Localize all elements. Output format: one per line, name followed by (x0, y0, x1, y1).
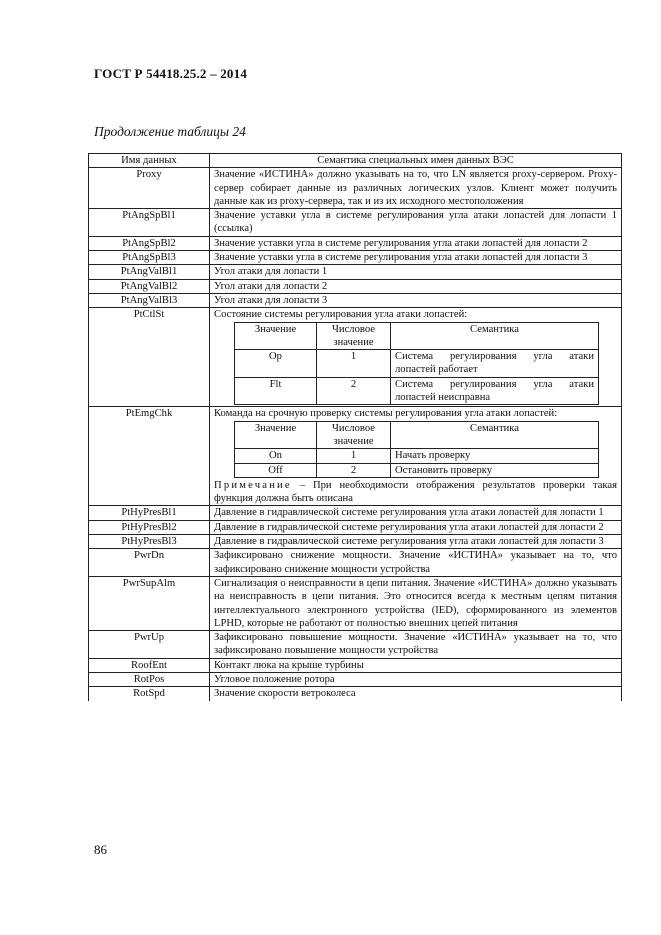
data-name-cell: PtAngSpBl1 (89, 209, 210, 237)
column-header-semantics: Семантика специальных имен данных ВЭС (210, 154, 622, 168)
subtable-row (235, 463, 599, 477)
enum-subtable (234, 421, 599, 478)
data-table (88, 153, 622, 701)
page-number: 86 (94, 842, 107, 857)
semantics-cell: Значение уставки угла в системе регулирования угла атаки лопастей для лопасти 3 (210, 251, 622, 265)
subtable-header: Семантика (391, 421, 599, 449)
subtable-header: Числовое значение (317, 421, 391, 449)
semantics-cell: Значение уставки угла в системе регулирования угла атаки лопастей для лопасти 2 (210, 236, 622, 250)
semantics-cell: Зафиксировано снижение мощности. Значение «ИСТИНА» указывает на то, что зафиксировано снижение мощности устройства (210, 549, 622, 577)
semantics-cell: Давление в гидравлической системе регулирования угла атаки лопастей для лопасти 3 (210, 535, 622, 549)
data-name-cell: RotPos (89, 672, 210, 686)
table-row (89, 631, 622, 659)
semantics-cell: Угол атаки для лопасти 3 (210, 293, 622, 307)
table-row (89, 279, 622, 293)
semantics-cell: Угол атаки для лопасти 2 (210, 279, 622, 293)
data-name-cell: RoofEnt (89, 658, 210, 672)
data-name-cell: Proxy (89, 168, 210, 209)
semantics-cell: Значение уставки угла в системе регулирования угла атаки лопастей для лопасти 1 (ссылка) (210, 209, 622, 237)
table-row (89, 209, 622, 237)
note (214, 479, 617, 506)
enum-semantics: Начать проверку (391, 449, 599, 463)
column-header-name: Имя данных (89, 154, 210, 168)
data-name-cell: PtHyPresBl2 (89, 520, 210, 534)
data-name-cell: PwrDn (89, 549, 210, 577)
table-row (89, 687, 622, 701)
subtable-header-row (235, 421, 599, 449)
data-name-cell: PwrUp (89, 631, 210, 659)
table-row (89, 506, 622, 520)
subtable-row (235, 350, 599, 378)
table-row (89, 265, 622, 279)
data-name-cell: PwrSupAlm (89, 576, 210, 630)
standard-header: ГОСТ Р 54418.25.2 – 2014 (94, 66, 248, 81)
semantics-cell: Значение скорости ветроколеса (210, 687, 622, 701)
enum-value: On (235, 449, 317, 463)
subtable-row (235, 449, 599, 463)
table-row (89, 549, 622, 577)
enum-value: Flt (235, 377, 317, 405)
semantics-cell: Значение «ИСТИНА» должно указывать на то, что LN является proxy-сервером. Proxy-сервер собирает данные из различных логических узлов. Клиент может получить данные как из proxy-сервера, так и из их исходного местоположения (210, 168, 622, 209)
semantics-text: Команда на срочную проверку системы регулирования угла атаки лопастей: (214, 408, 558, 420)
semantics-cell: Зафиксировано повышение мощности. Значение «ИСТИНА» указывает на то, что зафиксировано повышение мощности устройства (210, 631, 622, 659)
subtable-header-row (235, 322, 599, 350)
enum-semantics: Система регулирования угла атаки лопастей работает (391, 350, 599, 378)
data-name-cell: PtEmgChk (89, 407, 210, 506)
enum-semantics: Остановить проверку (391, 463, 599, 477)
note-label: Примечание (214, 479, 292, 491)
table-row-ptctlst (89, 308, 622, 407)
note-text: – При необходимости отображения результатов проверки такая функция должна быть описана (214, 479, 617, 505)
semantics-cell: Давление в гидравлической системе регулирования угла атаки лопастей для лопасти 2 (210, 520, 622, 534)
semantics-text: Состояние системы регулирования угла атаки лопастей: (214, 309, 468, 321)
enum-number: 1 (317, 350, 391, 378)
table-row (89, 251, 622, 265)
enum-value: Op (235, 350, 317, 378)
semantics-cell: Давление в гидравлической системе регулирования угла атаки лопастей для лопасти 1 (210, 506, 622, 520)
enum-number: 2 (317, 377, 391, 405)
table-row (89, 236, 622, 250)
semantics-cell (210, 407, 622, 506)
data-name-cell: PtHyPresBl3 (89, 535, 210, 549)
enum-number: 1 (317, 449, 391, 463)
table-row (89, 658, 622, 672)
table-caption: Продолжение таблицы 24 (94, 124, 246, 139)
subtable-header: Числовое значение (317, 322, 391, 350)
enum-number: 2 (317, 463, 391, 477)
data-name-cell: PtAngSpBl3 (89, 251, 210, 265)
data-name-cell: PtAngValBl1 (89, 265, 210, 279)
subtable-header: Значение (235, 322, 317, 350)
table-row (89, 535, 622, 549)
data-name-cell: PtAngSpBl2 (89, 236, 210, 250)
table-row (89, 520, 622, 534)
semantics-cell (210, 308, 622, 407)
subtable-header: Значение (235, 421, 317, 449)
subtable-row (235, 377, 599, 405)
semantics-cell: Угловое положение ротора (210, 672, 622, 686)
table-row-ptemgchk (89, 407, 622, 506)
semantics-cell: Сигнализация о неисправности в цепи питания. Значение «ИСТИНА» должно указывать на неисправность в цепи питания. Это относится всегда к местным цепям питания интеллектуального электронного устройства (IED), сформированного из элементов LPHD, которые не работают от полностью внешних цепей питания (210, 576, 622, 630)
table-row (89, 168, 622, 209)
data-name-cell: PtAngValBl2 (89, 279, 210, 293)
data-name-cell: PtHyPresBl1 (89, 506, 210, 520)
table-row (89, 576, 622, 630)
enum-value: Off (235, 463, 317, 477)
semantics-cell: Контакт люка на крыше турбины (210, 658, 622, 672)
subtable-header: Семантика (391, 322, 599, 350)
data-name-cell: RotSpd (89, 687, 210, 701)
table-header-row (89, 154, 622, 168)
enum-semantics: Система регулирования угла атаки лопастей неисправна (391, 377, 599, 405)
enum-subtable (234, 322, 599, 406)
table-row (89, 672, 622, 686)
table-row (89, 293, 622, 307)
semantics-cell: Угол атаки для лопасти 1 (210, 265, 622, 279)
data-name-cell: PtAngValBl3 (89, 293, 210, 307)
data-name-cell: PtCtlSt (89, 308, 210, 407)
